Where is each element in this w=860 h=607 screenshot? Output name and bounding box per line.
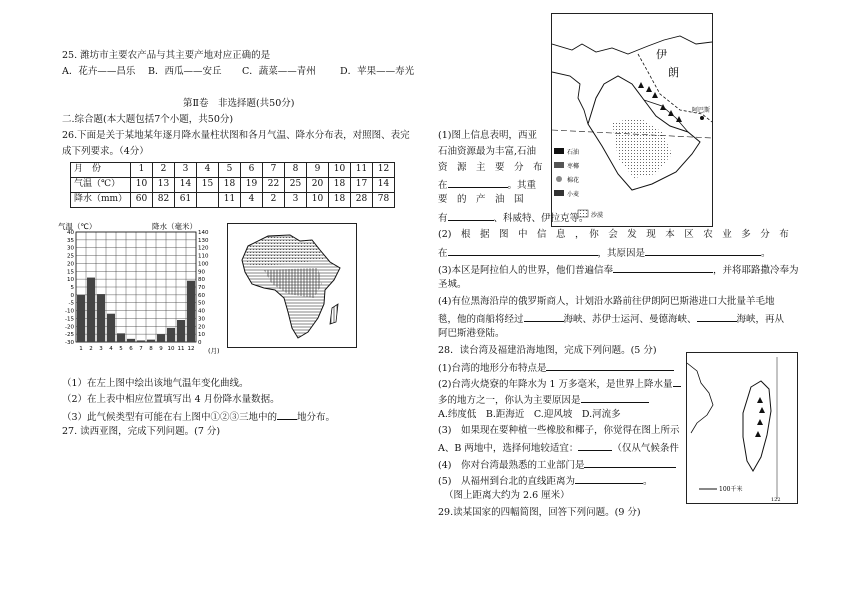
temp-tick-label: 5 (70, 285, 74, 291)
temp-tick-label: -20 (65, 324, 74, 331)
temp-tick-label: 15 (67, 269, 74, 276)
q26-stem-line2: 成下列要求。（4分） (62, 146, 149, 157)
prec-tick-label: 110 (198, 253, 209, 260)
longitude-label: 122 (771, 497, 781, 503)
climate-table (70, 162, 395, 208)
legend-item: 棉花 (567, 177, 580, 184)
prec-cell: 18 (329, 193, 351, 208)
temp-tick-label: -10 (65, 308, 74, 315)
country-label-2: 朗 (668, 66, 679, 79)
chart-temp-ticks (65, 230, 74, 346)
month-cell: 3 (175, 163, 197, 178)
temp-tick-label: 25 (67, 253, 74, 260)
month-cell: 5 (219, 163, 241, 178)
precip-bar (97, 294, 105, 342)
fujian-coastline (687, 363, 713, 433)
q27-text: (3)本区是阿拉伯人的世界，他们普遍信奉 (438, 265, 613, 276)
africa-map (227, 223, 357, 348)
month-cell: 12 (373, 163, 395, 178)
temp-tick-label: 10 (67, 277, 74, 284)
q27-text: 有 (438, 213, 448, 224)
temp-cell: 18 (329, 178, 351, 193)
month-tick-label: 8 (149, 346, 153, 352)
q25-option-a: A．花卉——昌乐 (62, 66, 136, 77)
answer-blank[interactable] (575, 474, 643, 484)
month-tick-label: 12 (187, 346, 195, 352)
q27-line3: 资 源 主 要 分 布 (438, 162, 543, 173)
q26-sub3-text-b: 地分布。 (297, 412, 336, 423)
month-cell: 2 (153, 163, 175, 178)
prec-tick-label: 10 (198, 332, 205, 339)
temp-tick-label: 30 (67, 245, 74, 252)
precip-bar (107, 314, 115, 342)
temp-tick-label: 0 (70, 292, 74, 299)
prec-cell: 11 (219, 193, 241, 208)
q28-line7 (438, 474, 652, 488)
q27-stem: 27. 读西亚图，完成下列问题。(7 分) (62, 426, 221, 437)
prec-cell: 2 (263, 193, 285, 208)
month-cell: 4 (197, 163, 219, 178)
legend-item: 枣椰 (567, 163, 580, 170)
q25-stem: 25. 潍坊市主要农产品与其主要产地对应正确的是 (62, 50, 271, 61)
legend-item: 小麦 (567, 191, 580, 198)
prec-tick-label: 120 (198, 245, 209, 252)
temp-tick-label: 35 (67, 237, 74, 244)
q28-text: (2)台湾火烧寮的年降水为 1 万多毫米，是世界上降水量 (438, 379, 673, 390)
q25-option-b: B．西瓜——安丘 (148, 66, 222, 77)
q28-stem: 28．读台湾及福建沿海地图，完成下列问题。(5 分) (438, 345, 657, 356)
q27-line7: (2) 根 据 图 中 信 息 ， 你 会 发 现 本 区 农 业 多 分 布 (438, 229, 789, 240)
answer-blank[interactable] (584, 458, 676, 468)
port-marker (700, 116, 704, 120)
scale-label: 100千米 (719, 486, 743, 493)
precip-bar (137, 340, 145, 342)
q28-text: 。 (642, 476, 653, 487)
prec-tick-label: 20 (198, 324, 205, 331)
q28-text: A、B 两地中，选择何地较适宜： (438, 443, 579, 454)
prec-tick-label: 70 (198, 285, 205, 291)
prec-tick-label: 30 (198, 316, 205, 323)
precip-bar (117, 333, 125, 342)
mediterranean-coast (552, 72, 588, 124)
q27-line11: (4)有位黑海沿岸的俄罗斯商人，计划沿水路前往伊朗阿巴斯港进口大批量羊毛地 (438, 296, 775, 307)
precip-bar (177, 320, 185, 342)
precip-bar (157, 334, 165, 342)
chart-ylabel-right: 降水（毫米） (152, 222, 197, 231)
answer-blank[interactable] (448, 246, 598, 256)
month-cell: 11 (351, 163, 373, 178)
precip-bar (147, 340, 155, 342)
cotton-legend-icon (556, 176, 562, 182)
temp-tick-label: -30 (65, 340, 74, 346)
q28-text: (1)台湾的地形分布特点是 (438, 363, 547, 374)
q27-line12 (438, 312, 784, 326)
answer-blank[interactable] (546, 361, 674, 371)
temp-cell: 22 (263, 178, 285, 193)
prec-tick-label: 130 (198, 237, 209, 244)
coastline-north (552, 36, 712, 54)
row-label-temp: 气温（℃） (71, 178, 131, 193)
q28-line3 (438, 393, 649, 407)
month-tick-label: 9 (159, 346, 163, 352)
prec-tick-label: 80 (198, 277, 205, 284)
madagascar-island (330, 304, 338, 324)
section-title: 二.综合题(本大题包括7个小题，共50分) (62, 114, 234, 125)
q27-line8 (438, 246, 771, 260)
q27-text: 毯，他的商船将经过 (438, 314, 524, 325)
answer-blank[interactable] (448, 211, 494, 221)
month-tick-label: 6 (129, 346, 133, 352)
temp-tick-label: -5 (68, 300, 74, 307)
temp-cell: 25 (285, 178, 307, 193)
answer-blank[interactable] (448, 178, 508, 188)
q26-sub2: （2）在上表中相应位置填写出 4 月份降水量数据。 (62, 394, 280, 405)
precip-bar (87, 278, 95, 342)
africa-tropical-zone (264, 268, 322, 298)
temp-cell: 14 (373, 178, 395, 193)
temp-cell: 15 (197, 178, 219, 193)
answer-blank[interactable] (613, 263, 713, 273)
q27-line1: (1)图上信息表明，西亚 (438, 130, 537, 141)
oil-legend-icon (554, 148, 564, 154)
precip-bar (187, 281, 195, 342)
temp-tick-label: 40 (67, 230, 74, 236)
table-row (71, 178, 395, 193)
month-tick-label: 5 (119, 346, 123, 352)
temp-tick-label: 20 (67, 261, 74, 268)
chart-xlabel: (月) (208, 347, 220, 355)
temp-tick-label: -15 (65, 316, 74, 323)
legend-item: 石油 (567, 149, 580, 156)
q27-text: ，其原因是 (597, 248, 646, 259)
table-row (71, 193, 395, 208)
month-tick-label: 1 (79, 346, 83, 352)
answer-blank[interactable] (578, 441, 612, 451)
temp-tick-label: -25 (65, 332, 74, 339)
month-cell: 8 (285, 163, 307, 178)
map-legend (554, 148, 603, 219)
table-row (71, 163, 395, 178)
precipitation-chart (56, 220, 226, 355)
prec-cell: 78 (373, 193, 395, 208)
arabian-desert (612, 118, 672, 178)
temp-cell: 18 (219, 178, 241, 193)
q29-stem: 29.读某国家的四幅简图，回答下列问题。(9 分) (438, 507, 641, 518)
temp-cell: 13 (153, 178, 175, 193)
q28-text: （仅从气候条件 (612, 443, 679, 454)
temp-cell: 19 (241, 178, 263, 193)
legend-item: 沙漠 (591, 212, 604, 219)
chart-prec-ticks (198, 230, 209, 346)
month-tick-label: 7 (139, 346, 143, 352)
q27-text: 。 (761, 248, 771, 259)
month-cell: 10 (329, 163, 351, 178)
part2-title: 第Ⅱ卷 非选择题(共50分) (183, 98, 295, 109)
q25-option-c: C．蔬菜——青州 (242, 66, 316, 77)
q28-text: (5) 从福州到台北的直线距离为 (438, 476, 575, 487)
prec-tick-label: 40 (198, 308, 205, 315)
answer-blank[interactable] (697, 312, 737, 322)
temp-cell: 10 (131, 178, 153, 193)
answer-blank[interactable] (524, 312, 564, 322)
q27-line6 (438, 211, 589, 225)
row-label-month: 月 份 (71, 163, 131, 178)
q28-line6 (438, 458, 676, 472)
q28-text: (4) 你对台湾最熟悉的工业部门是 (438, 460, 585, 471)
wheat-legend-icon (554, 190, 564, 196)
q26-sub3-text-a: （3）此气候类型有可能在右上图中①②③三地中的 (62, 412, 278, 423)
q27-line2: 石油资源最为丰富,石油 (438, 146, 537, 157)
prec-cell: 3 (285, 193, 307, 208)
q27-text: 、科威特、伊拉克等。 (493, 213, 589, 224)
row-label-prec: 降水（mm） (71, 193, 131, 208)
temp-cell: 20 (307, 178, 329, 193)
answer-blank[interactable] (673, 377, 681, 387)
chart-month-ticks (79, 346, 194, 352)
prec-tick-label: 50 (198, 300, 205, 307)
month-cell: 1 (131, 163, 153, 178)
prec-tick-label: 90 (198, 269, 205, 276)
q27-line10: 圣城。 (438, 279, 467, 290)
q26-sub1: （1）在左上图中绘出该地气温年变化曲线。 (62, 378, 249, 389)
q27-text: 在 (438, 248, 448, 259)
q27-text: 海峡，再从 (736, 314, 785, 325)
q26-sub3 (62, 410, 335, 424)
q28-line8: （图上距离大约为 2.6 厘米） (444, 490, 570, 501)
chart-ylabel-left: 气温（℃） (58, 222, 97, 231)
month-cell: 6 (241, 163, 263, 178)
answer-blank[interactable] (277, 410, 297, 420)
prec-cell-blank[interactable] (197, 193, 219, 208)
prec-tick-label: 140 (198, 230, 209, 236)
month-tick-label: 10 (167, 346, 175, 352)
temp-cell: 17 (351, 178, 373, 193)
q28-text: 多的地方之一，你认为主要原因是 (438, 395, 581, 406)
month-tick-label: 2 (89, 346, 93, 352)
prec-cell: 10 (307, 193, 329, 208)
q28-line5 (438, 441, 679, 455)
precip-bar (127, 339, 135, 342)
q27-line13: 阿巴斯港登陆。 (438, 328, 505, 339)
prec-cell: 28 (351, 193, 373, 208)
q27-text: 。其重 (507, 180, 537, 191)
q27-line4 (438, 178, 536, 192)
q28-line4: (3) 如果现在要种植一些橡胶和椰子，你觉得在图上所示 (438, 425, 680, 436)
precip-bar (167, 328, 175, 342)
q28-options: A.纬度低 B.距海近 C.迎风坡 D.河流多 (438, 409, 621, 420)
q27-text: ，并将耶路撒冷奉为 (712, 265, 799, 276)
month-cell: 7 (263, 163, 285, 178)
q25-option-d: D．苹果——寿光 (340, 66, 415, 77)
taiwan-island-outline (743, 381, 771, 471)
prec-cell: 4 (241, 193, 263, 208)
q28-line2 (438, 377, 681, 391)
q26-stem-line1: 26.下面是关于某地某年逐月降水量柱状图和各月气温、降水分布表，对照图、表完 (62, 130, 410, 141)
month-tick-label: 11 (177, 346, 185, 352)
oil-field-markers (638, 82, 682, 122)
month-tick-label: 4 (109, 346, 113, 352)
precip-bar (77, 295, 85, 342)
prec-tick-label: 60 (198, 292, 205, 299)
prec-tick-label: 100 (198, 261, 209, 268)
answer-blank[interactable] (581, 393, 649, 403)
temp-cell: 14 (175, 178, 197, 193)
q27-line9 (438, 263, 798, 277)
west-asia-map (551, 13, 713, 227)
answer-blank[interactable] (645, 246, 761, 256)
palm-legend-icon (554, 162, 564, 168)
q27-line5: 要 的 产 油 国 (438, 194, 524, 205)
q27-text: 在 (438, 180, 448, 191)
prec-tick-label: 0 (198, 340, 202, 346)
q28-line1 (438, 361, 674, 375)
country-label-1: 伊 (656, 48, 667, 61)
port-label: 阿巴斯 (692, 107, 711, 114)
taiwan-map (686, 352, 798, 504)
month-cell: 9 (307, 163, 329, 178)
prec-cell: 82 (153, 193, 175, 208)
q27-text: 海峡、苏伊士运河、曼德海峡、 (563, 314, 697, 325)
month-tick-label: 3 (99, 346, 103, 352)
prec-cell: 61 (175, 193, 197, 208)
prec-cell: 60 (131, 193, 153, 208)
